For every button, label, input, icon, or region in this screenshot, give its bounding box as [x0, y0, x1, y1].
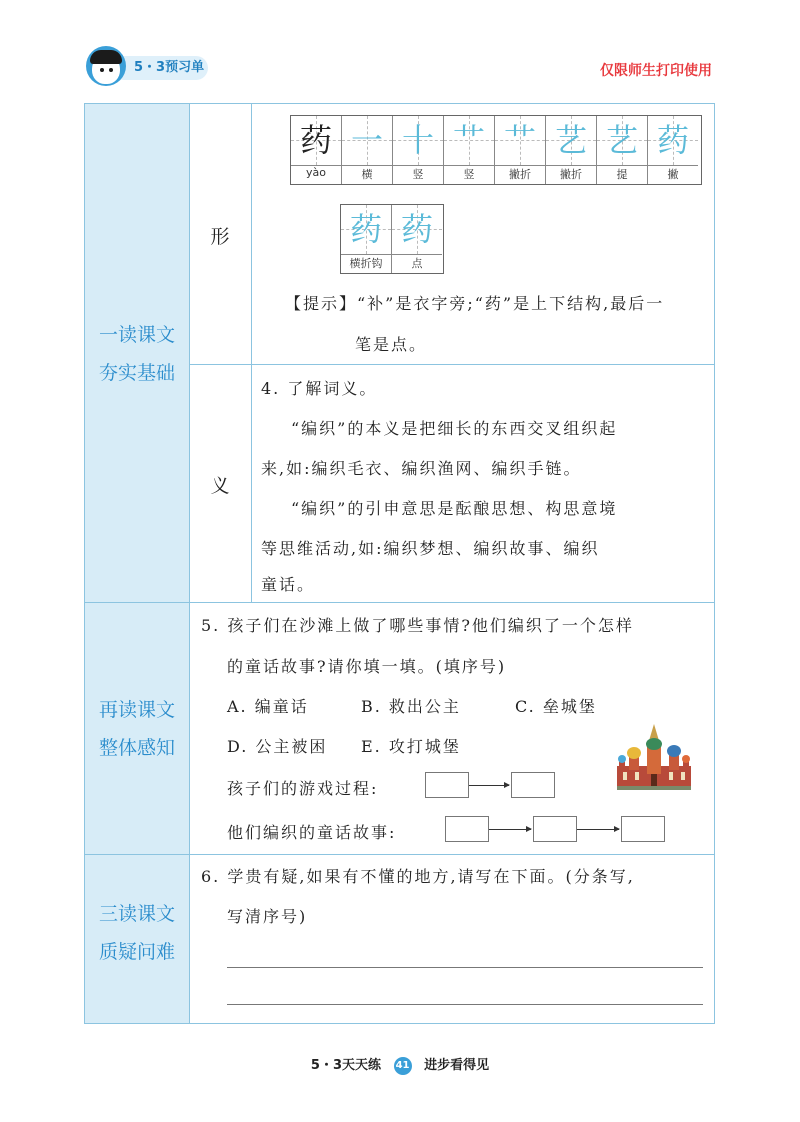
answer-line-1[interactable] [227, 967, 703, 968]
section2-title-line1: 再读课文 [98, 699, 175, 721]
option-a: A. 编童话 [227, 697, 309, 716]
option-d: D. 公主被困 [227, 737, 328, 756]
stroke-glyph: 艹 [503, 121, 536, 159]
q4-paragraph2-line2: 等思维活动,如:编织梦想、编织故事、编织 [261, 539, 600, 558]
footer-left: 5・3天天练 [310, 1058, 381, 1073]
stroke-glyph: 艹 [452, 121, 485, 159]
stroke-glyph: 药 [656, 121, 689, 159]
option-c: C. 垒城堡 [515, 697, 597, 716]
stroke-cell [648, 116, 701, 184]
mascot-logo-icon [86, 46, 126, 86]
stroke-name: 撇 [667, 168, 679, 181]
stroke-name: 撇折 [560, 168, 582, 181]
q4-paragraph1-line1: “编织”的本义是把细长的东西交叉组织起 [291, 419, 618, 438]
pinyin: yào [306, 166, 326, 179]
q4-paragraph2-line3: 童话。 [261, 575, 316, 594]
stroke-cell [341, 205, 392, 273]
form-label: 形 [210, 226, 230, 248]
arrow-icon [577, 829, 619, 830]
q4-title: 4. 了解词义。 [261, 379, 378, 398]
q5-line2: 的童话故事?请你填一填。(填序号) [227, 657, 507, 676]
arrow-icon [489, 829, 531, 830]
stroke-cell [546, 116, 597, 184]
stroke-glyph: 艺 [554, 121, 587, 159]
page-footer [0, 1054, 800, 1075]
q4-paragraph1-line2: 来,如:编织毛衣、编织渔网、编织手链。 [261, 459, 582, 478]
stroke-cell [597, 116, 648, 184]
stroke-name: 竖 [463, 168, 475, 181]
story-answer-box-2[interactable] [533, 816, 577, 842]
section2-title-line2: 整体感知 [98, 737, 175, 759]
fairy-tale-label: 他们编织的童话故事: [227, 823, 397, 842]
section1-title-line1: 一读课文 [98, 324, 175, 346]
q6-line1: 6. 学贵有疑,如果有不懂的地方,请写在下面。(分条写, [201, 867, 635, 886]
stroke-glyph: 药 [349, 210, 382, 248]
meaning-label: 义 [210, 475, 230, 497]
stroke-name: 点 [411, 257, 423, 270]
worksheet-table [84, 103, 715, 1024]
brand-label: 5・3预习单 [134, 60, 205, 75]
hint-line1: 【提示】“补”是衣字旁;“药”是上下结构,最后一 [285, 294, 665, 313]
castle-illustration [613, 722, 695, 792]
q4-paragraph2-line1: “编织”的引申意思是酝酿思想、构思意境 [291, 499, 618, 518]
q5-line1: 5. 孩子们在沙滩上做了哪些事情?他们编织了一个怎样 [201, 616, 634, 635]
footer-right: 进步看得见 [424, 1058, 490, 1073]
section3-title-line1: 三读课文 [98, 903, 175, 925]
option-e: E. 攻打城堡 [361, 737, 461, 756]
page-number: 41 [394, 1057, 412, 1075]
section1-title-line2: 夯实基础 [98, 362, 175, 384]
story-answer-box-1[interactable] [445, 816, 489, 842]
main-character: 药 [299, 121, 332, 159]
print-notice: 仅限师生打印使用 [600, 63, 712, 79]
stroke-order-grid [290, 115, 702, 185]
stroke-glyph: 艺 [605, 121, 638, 159]
section-title-column [85, 104, 189, 1023]
story-answer-box-3[interactable] [621, 816, 665, 842]
game-process-label: 孩子们的游戏过程: [227, 779, 379, 798]
stroke-order-grid-continued [340, 204, 444, 274]
character-cell [291, 116, 342, 184]
stroke-cell [392, 205, 443, 273]
section3-title-line2: 质疑问难 [98, 941, 175, 963]
stroke-cell [342, 116, 393, 184]
answer-line-2[interactable] [227, 1004, 703, 1005]
stroke-cell [393, 116, 444, 184]
q6-line2: 写清序号) [227, 907, 308, 926]
stroke-name: 横 [361, 168, 373, 181]
arrow-icon [469, 785, 509, 786]
stroke-name: 竖 [412, 168, 424, 181]
stroke-cell [444, 116, 495, 184]
brand-pill [112, 56, 208, 80]
game-answer-box-2[interactable] [511, 772, 555, 798]
stroke-name: 横折钩 [349, 257, 383, 270]
option-b: B. 救出公主 [361, 697, 461, 716]
stroke-glyph: 十 [401, 121, 434, 159]
game-answer-box-1[interactable] [425, 772, 469, 798]
stroke-name: 撇折 [509, 168, 531, 181]
stroke-glyph: 一 [350, 121, 383, 159]
hint-line2: 笔是点。 [355, 335, 428, 354]
stroke-cell [495, 116, 546, 184]
stroke-name: 提 [616, 168, 628, 181]
stroke-glyph: 药 [400, 210, 433, 248]
